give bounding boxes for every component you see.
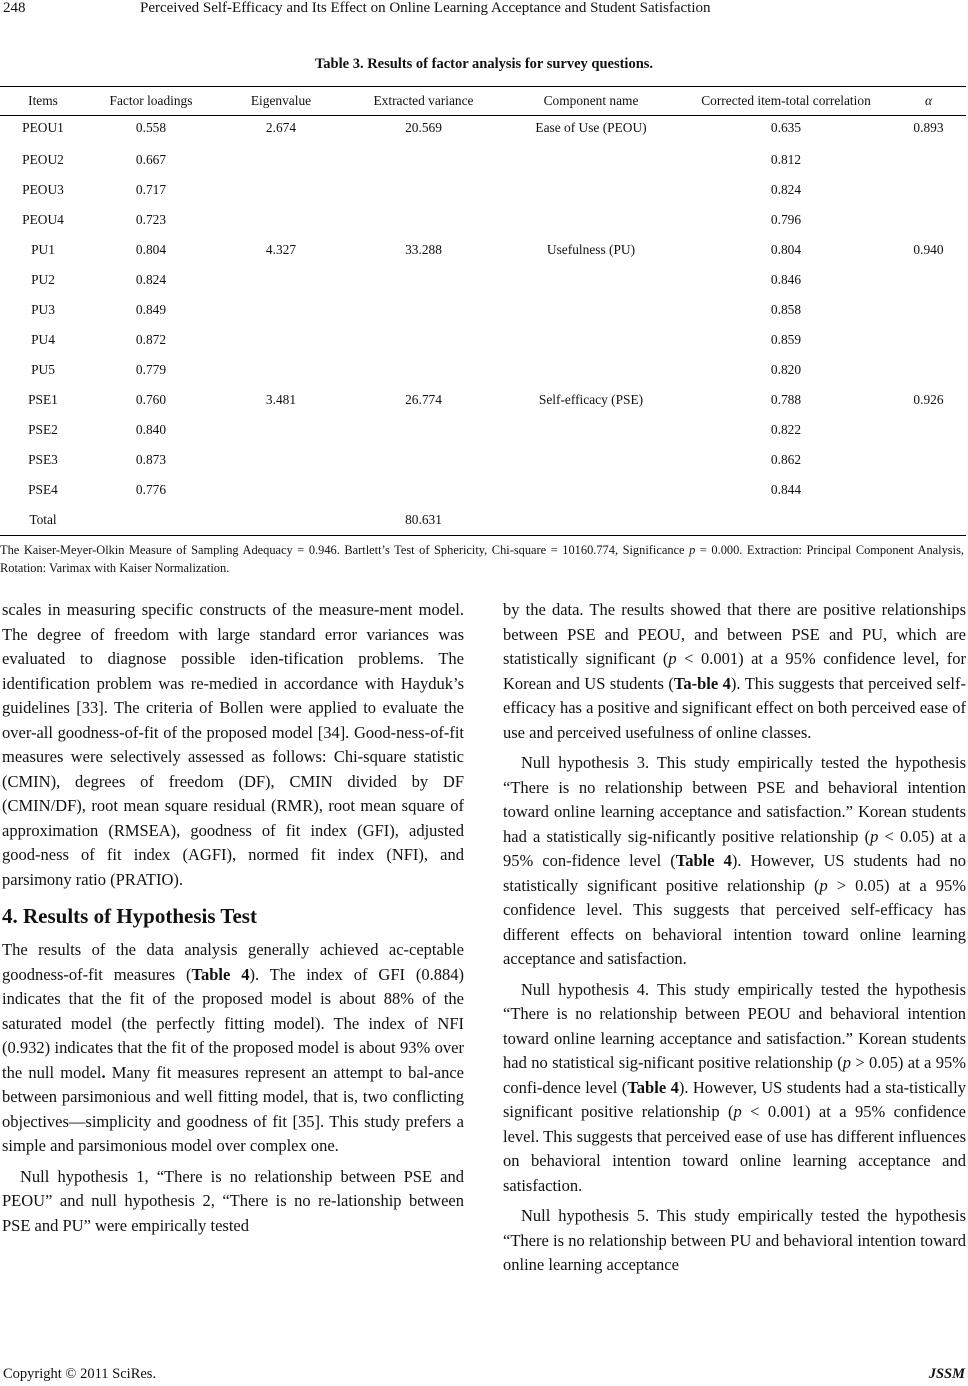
running-header <box>0 0 968 20</box>
cell-eigenvalue <box>216 356 346 386</box>
body-paragraph <box>503 978 966 1199</box>
cell-component-name <box>501 416 681 446</box>
cell-item: Total <box>29 511 57 527</box>
table-row <box>0 476 966 506</box>
text-run: > 0.05) at a 95% confi-dence level ( <box>503 1053 966 1097</box>
table-reference: Ta-ble 4 <box>673 673 731 693</box>
cell-extracted-variance: 80.631 <box>405 511 442 527</box>
body-paragraph: Null hypothesis 1, “There is no relationship between PSE and PEOU” and null hypothesis 2, “There is no re-lationship between PSE and PU” were empirically tested <box>2 1166 464 1235</box>
cell-extracted-variance <box>346 476 501 506</box>
col-header-extracted-variance: Extracted variance <box>373 93 474 108</box>
table-row <box>0 176 966 206</box>
table-body <box>0 116 966 536</box>
cell-extracted-variance <box>346 296 501 326</box>
cell-item-total-correlation <box>681 506 891 536</box>
table-header-row <box>0 87 966 116</box>
p-symbol: p <box>870 826 879 846</box>
cell-eigenvalue <box>216 206 346 236</box>
text-run: < 0.001) at a 95% confidence level, for Korean and US students ( <box>503 649 966 693</box>
cell-factor-loading: 0.849 <box>135 301 167 317</box>
cell-item: PSE4 <box>28 481 58 497</box>
cell-eigenvalue <box>216 506 346 536</box>
cell-factor-loading: 0.804 <box>135 241 167 257</box>
cell-extracted-variance <box>346 266 501 296</box>
table-note-p: p <box>689 543 696 557</box>
col-header-item-total-correlation: Corrected item-total correlation <box>701 93 871 108</box>
cell-extracted-variance <box>346 356 501 386</box>
cell-alpha <box>891 296 966 326</box>
cell-component-name <box>501 206 681 236</box>
table-row <box>0 416 966 446</box>
cell-factor-loading: 0.776 <box>135 481 167 497</box>
text-run: The results of the data analysis generally achieved ac-ceptable goodness-of-fit measures ( <box>2 940 464 984</box>
cell-eigenvalue <box>216 296 346 326</box>
section-heading: 4. Results of Hypothesis Test <box>2 904 257 928</box>
cell-extracted-variance <box>346 206 501 236</box>
cell-item: PU2 <box>31 271 55 287</box>
cell-eigenvalue: 2.674 <box>265 120 297 135</box>
p-symbol: p <box>842 1053 851 1072</box>
cell-extracted-variance <box>346 326 501 356</box>
cell-item: PU3 <box>31 301 55 317</box>
table-row <box>0 506 966 536</box>
cell-item-total-correlation: 0.858 <box>770 301 802 317</box>
cell-component-name: Ease of Use (PEOU) <box>535 120 647 135</box>
cell-component-name <box>501 326 681 356</box>
col-header-items: Items <box>28 93 58 108</box>
text-run: < 0.05) at a 95% con-fidence level ( <box>503 826 967 870</box>
table-note <box>0 541 964 577</box>
cell-alpha <box>891 176 966 206</box>
cell-alpha: 0.940 <box>913 241 944 257</box>
cell-item-total-correlation: 0.846 <box>770 271 802 287</box>
cell-item: PU5 <box>31 361 55 377</box>
cell-alpha <box>891 476 966 506</box>
text-run: < 0.001) at a 95% confidence level. This suggests that perceived ease of use has different influences on behavioral intention toward online learning acceptance and satisfaction. <box>503 1102 966 1195</box>
cell-factor-loading: 0.873 <box>135 451 167 467</box>
col-header-alpha: α <box>924 93 933 108</box>
table-row <box>0 206 966 236</box>
cell-eigenvalue: 3.481 <box>265 391 297 407</box>
table-row <box>0 326 966 356</box>
cell-eigenvalue: 4.327 <box>265 241 297 257</box>
cell-item-total-correlation: 0.822 <box>770 421 802 437</box>
cell-alpha <box>891 446 966 476</box>
cell-component-name <box>501 266 681 296</box>
text-run: Null hypothesis 3. This study empirically tested the hypothesis “There is no relationship between PSE and behavioral intention toward online learning acceptance and satisfaction.” Korean students had a statistically sig-nificantly positive relationship ( <box>503 753 966 846</box>
cell-item: PU1 <box>31 241 55 257</box>
cell-item: PSE2 <box>28 421 58 437</box>
cell-factor-loading: 0.667 <box>135 151 167 167</box>
cell-component-name <box>501 476 681 506</box>
cell-item-total-correlation: 0.859 <box>770 331 802 347</box>
text-run: ). However, US students had a sta-tistically significant positive relationship ( <box>503 1077 966 1121</box>
cell-extracted-variance: 33.288 <box>405 241 442 257</box>
table-reference: Table 4 <box>191 964 250 984</box>
text-run: by the data. The results showed that there are positive relationships between PSE and PEOU, and between PSE and PU, which are statistically significant ( <box>503 600 966 668</box>
table-row <box>0 116 966 146</box>
cell-component-name <box>501 146 681 176</box>
cell-item-total-correlation: 0.635 <box>770 120 802 135</box>
text-run: ). The index of GFI (0.884) indicates that the fit of the proposed model is about 88% of the saturated model (the perfectly fitting model). The index of NFI (0.932) indicates that the fit of the proposed model is about 93% over the null model <box>2 964 464 1082</box>
table-row <box>0 146 966 176</box>
cell-component-name <box>501 296 681 326</box>
cell-factor-loading: 0.723 <box>135 211 167 227</box>
copyright-notice: Copyright © 2011 SciRes. <box>3 1366 157 1382</box>
cell-component-name: Self-efficacy (PSE) <box>538 391 644 407</box>
cell-factor-loading: 0.779 <box>135 361 167 377</box>
cell-extracted-variance: 26.774 <box>405 391 442 407</box>
cell-item: PEOU4 <box>22 211 64 227</box>
table-row <box>0 446 966 476</box>
body-paragraph: Null hypothesis 5. This study empirically tested the hypothesis “There is no relationship between PU and behavioral intention toward online learning acceptance <box>503 1206 966 1274</box>
cell-component-name <box>501 446 681 476</box>
col-header-factor-loadings: Factor loadings <box>109 93 193 108</box>
cell-eigenvalue <box>216 446 346 476</box>
cell-component-name <box>501 176 681 206</box>
cell-factor-loading: 0.760 <box>135 391 167 407</box>
text-run: ). However, US students had no statistically significant positive relationship ( <box>503 851 966 895</box>
cell-alpha <box>891 326 966 356</box>
table-row <box>0 386 966 416</box>
cell-eigenvalue <box>216 476 346 506</box>
table-row <box>0 296 966 326</box>
cell-eigenvalue <box>216 146 346 176</box>
cell-extracted-variance <box>346 146 501 176</box>
cell-item-total-correlation: 0.820 <box>770 361 802 377</box>
journal-name: JSSM <box>928 1366 965 1382</box>
table-note-text-cont: = 0.000. Extraction: Principal Component Analysis, Rotation: Varimax with Kaiser Normalization. <box>0 543 964 575</box>
cell-extracted-variance <box>346 176 501 206</box>
table-row <box>0 266 966 296</box>
cell-factor-loading: 0.840 <box>135 421 167 437</box>
text-run: > 0.05) at a 95% confidence level. This suggests that perceived self-efficacy has different effects on behavioral intention toward online learning acceptance and satisfaction. <box>503 875 966 968</box>
cell-item-total-correlation: 0.796 <box>770 211 802 227</box>
cell-extracted-variance: 20.569 <box>405 120 442 135</box>
p-symbol: p <box>819 875 828 895</box>
cell-component-name: Usefulness (PU) <box>546 241 636 257</box>
cell-alpha: 0.893 <box>913 120 944 135</box>
body-paragraph <box>503 751 966 972</box>
cell-item-total-correlation: 0.788 <box>770 391 802 407</box>
cell-extracted-variance <box>346 446 501 476</box>
cell-alpha <box>891 206 966 236</box>
right-column <box>503 598 966 1278</box>
cell-factor-loading: 0.872 <box>135 331 167 347</box>
cell-item-total-correlation: 0.812 <box>770 151 802 167</box>
cell-alpha <box>891 266 966 296</box>
cell-alpha <box>891 506 966 536</box>
cell-item-total-correlation: 0.824 <box>770 181 802 197</box>
cell-item: PSE1 <box>28 391 58 407</box>
table-reference: Table 4 <box>675 851 732 870</box>
cell-item: PEOU1 <box>22 120 64 135</box>
table-row <box>0 356 966 386</box>
col-header-eigenvalue: Eigenvalue <box>250 93 312 108</box>
cell-alpha <box>891 416 966 446</box>
cell-factor-loading: 0.558 <box>135 120 167 135</box>
left-column <box>2 598 464 1238</box>
text-run: . <box>101 1062 106 1082</box>
page-number: 248 <box>3 0 26 16</box>
col-header-component-name: Component name <box>543 93 639 108</box>
cell-extracted-variance <box>346 416 501 446</box>
cell-item: PSE3 <box>28 451 58 467</box>
text-run: Null hypothesis 4. This study empirically tested the hypothesis “There is no relationship between PEOU and behavioral intention toward online learning acceptance and satisfaction.” Korean students had no statistical sig-nificant positive relationship ( <box>503 979 966 1072</box>
cell-item-total-correlation: 0.862 <box>770 451 802 467</box>
table-reference: Table 4 <box>627 1077 679 1097</box>
cell-factor-loading: 0.824 <box>135 271 167 287</box>
cell-factor-loading <box>86 506 216 536</box>
cell-item: PEOU2 <box>22 151 64 167</box>
cell-eigenvalue <box>216 176 346 206</box>
cell-item-total-correlation: 0.844 <box>770 481 802 497</box>
cell-item: PEOU3 <box>22 181 64 197</box>
text-run: ). This suggests that perceived self-efficacy has a positive and significant effect on both perceived ease of use and perceived usefulness of online classes. <box>503 673 966 742</box>
table-note-text: The Kaiser-Meyer-Olkin Measure of Sampling Adequacy = 0.946. Bartlett’s Test of Sphericity, Chi-square = 10160.774, Significance <box>0 543 690 557</box>
body-paragraph: scales in measuring specific constructs of the measure-ment model. The degree of freedom with large standard error variances was evaluated to diagnose possible iden-tification problems. The identification problem was re-medied in accordance with Hayduk’s guidelines [33]. The criteria of Bollen were applied to evaluate the over-all goodness-of-fit of the proposed model [34]. Good-ness-of-fit measures were selectively assessed as follows: Chi-square statistic (CMIN), degrees of freedom (DF), CMIN divided by DF (CMIN/DF), root mean square residual (RMR), root mean square of approximation (RMSEA), goodness of fit index (GFI), adjusted good-ness of fit index (AGFI), normed fit index (NFI), and parsimony ratio (PRATIO). <box>2 600 464 889</box>
body-paragraph <box>503 598 966 745</box>
cell-alpha: 0.926 <box>913 391 944 407</box>
cell-alpha <box>891 356 966 386</box>
table-caption: Table 3. Results of factor analysis for survey questions. <box>314 56 654 72</box>
text-run: Many fit measures represent an attempt to bal-ance between parsimonious and well fitting model, that is, two conflicting objectives―simplicity and goodness of fit [35]. This study prefers a simple and parsimonious model over complex one. <box>2 1062 465 1155</box>
p-symbol: p <box>733 1102 742 1121</box>
cell-eigenvalue <box>216 416 346 446</box>
cell-factor-loading: 0.717 <box>135 181 167 197</box>
cell-alpha <box>891 146 966 176</box>
cell-component-name <box>501 506 681 536</box>
cell-eigenvalue <box>216 266 346 296</box>
cell-item: PU4 <box>31 331 55 347</box>
body-paragraph <box>2 938 464 1159</box>
cell-item-total-correlation: 0.804 <box>770 241 802 257</box>
cell-eigenvalue <box>216 326 346 356</box>
cell-component-name <box>501 356 681 386</box>
table-row <box>0 236 966 266</box>
factor-analysis-table <box>0 86 966 536</box>
p-symbol: p <box>668 649 677 668</box>
running-title: Perceived Self-Efficacy and Its Effect on Online Learning Acceptance and Student Satisfaction <box>140 0 711 16</box>
